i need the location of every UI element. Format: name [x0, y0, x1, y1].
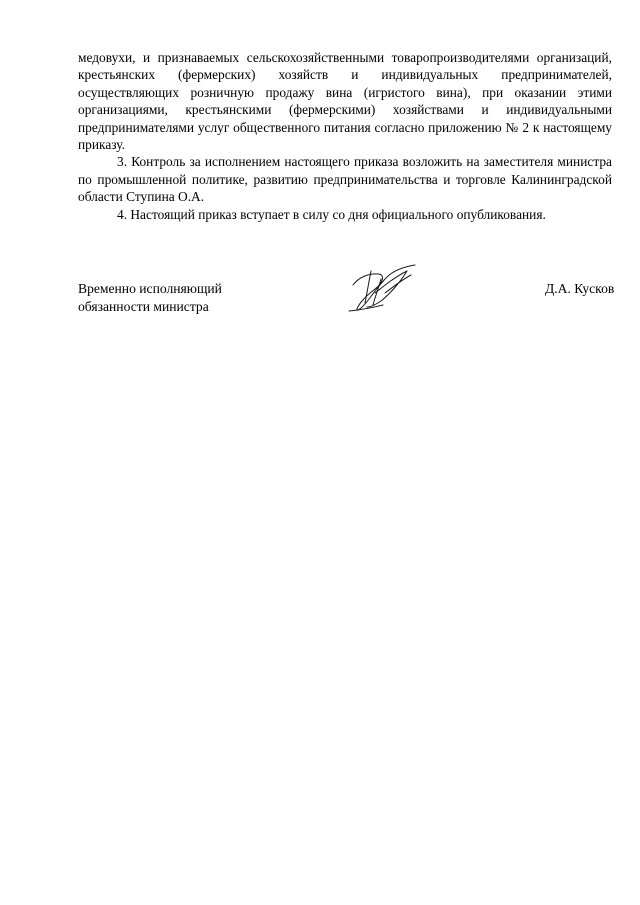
signatory-name: Д.А. Кусков — [545, 281, 615, 296]
handwritten-signature — [345, 263, 425, 315]
paragraph-3-control: 3. Контроль за исполнением настоящего приказа возложить на заместителя министра по промышленной политике, развитию предпринимательства и торговле Калининградской области Ступина О.А. — [78, 154, 612, 205]
document-body — [78, 49, 612, 223]
signatory-title — [78, 280, 222, 316]
signatory-title-line1: Временно исполняющий — [78, 281, 222, 296]
paragraph-continuation: медовухи, и признаваемых сельскохозяйственными товаропроизводителями организаций, крестьянских (фермерских) хозяйств и индивидуальных предпринимателей, осуществляющих розничную продажу вина (игристого вина), при оказании этими организациями, крестьянскими (фермерскими) хозяйствами и индивидуальными предпринимателями услуг общественного питания согласно приложению № 2 к настоящему приказу. — [78, 50, 612, 153]
signatory-title-line2: обязанности министра — [78, 299, 209, 314]
paragraph-4-effective-date: 4. Настоящий приказ вступает в силу со дня официального опубликования. — [117, 206, 546, 222]
